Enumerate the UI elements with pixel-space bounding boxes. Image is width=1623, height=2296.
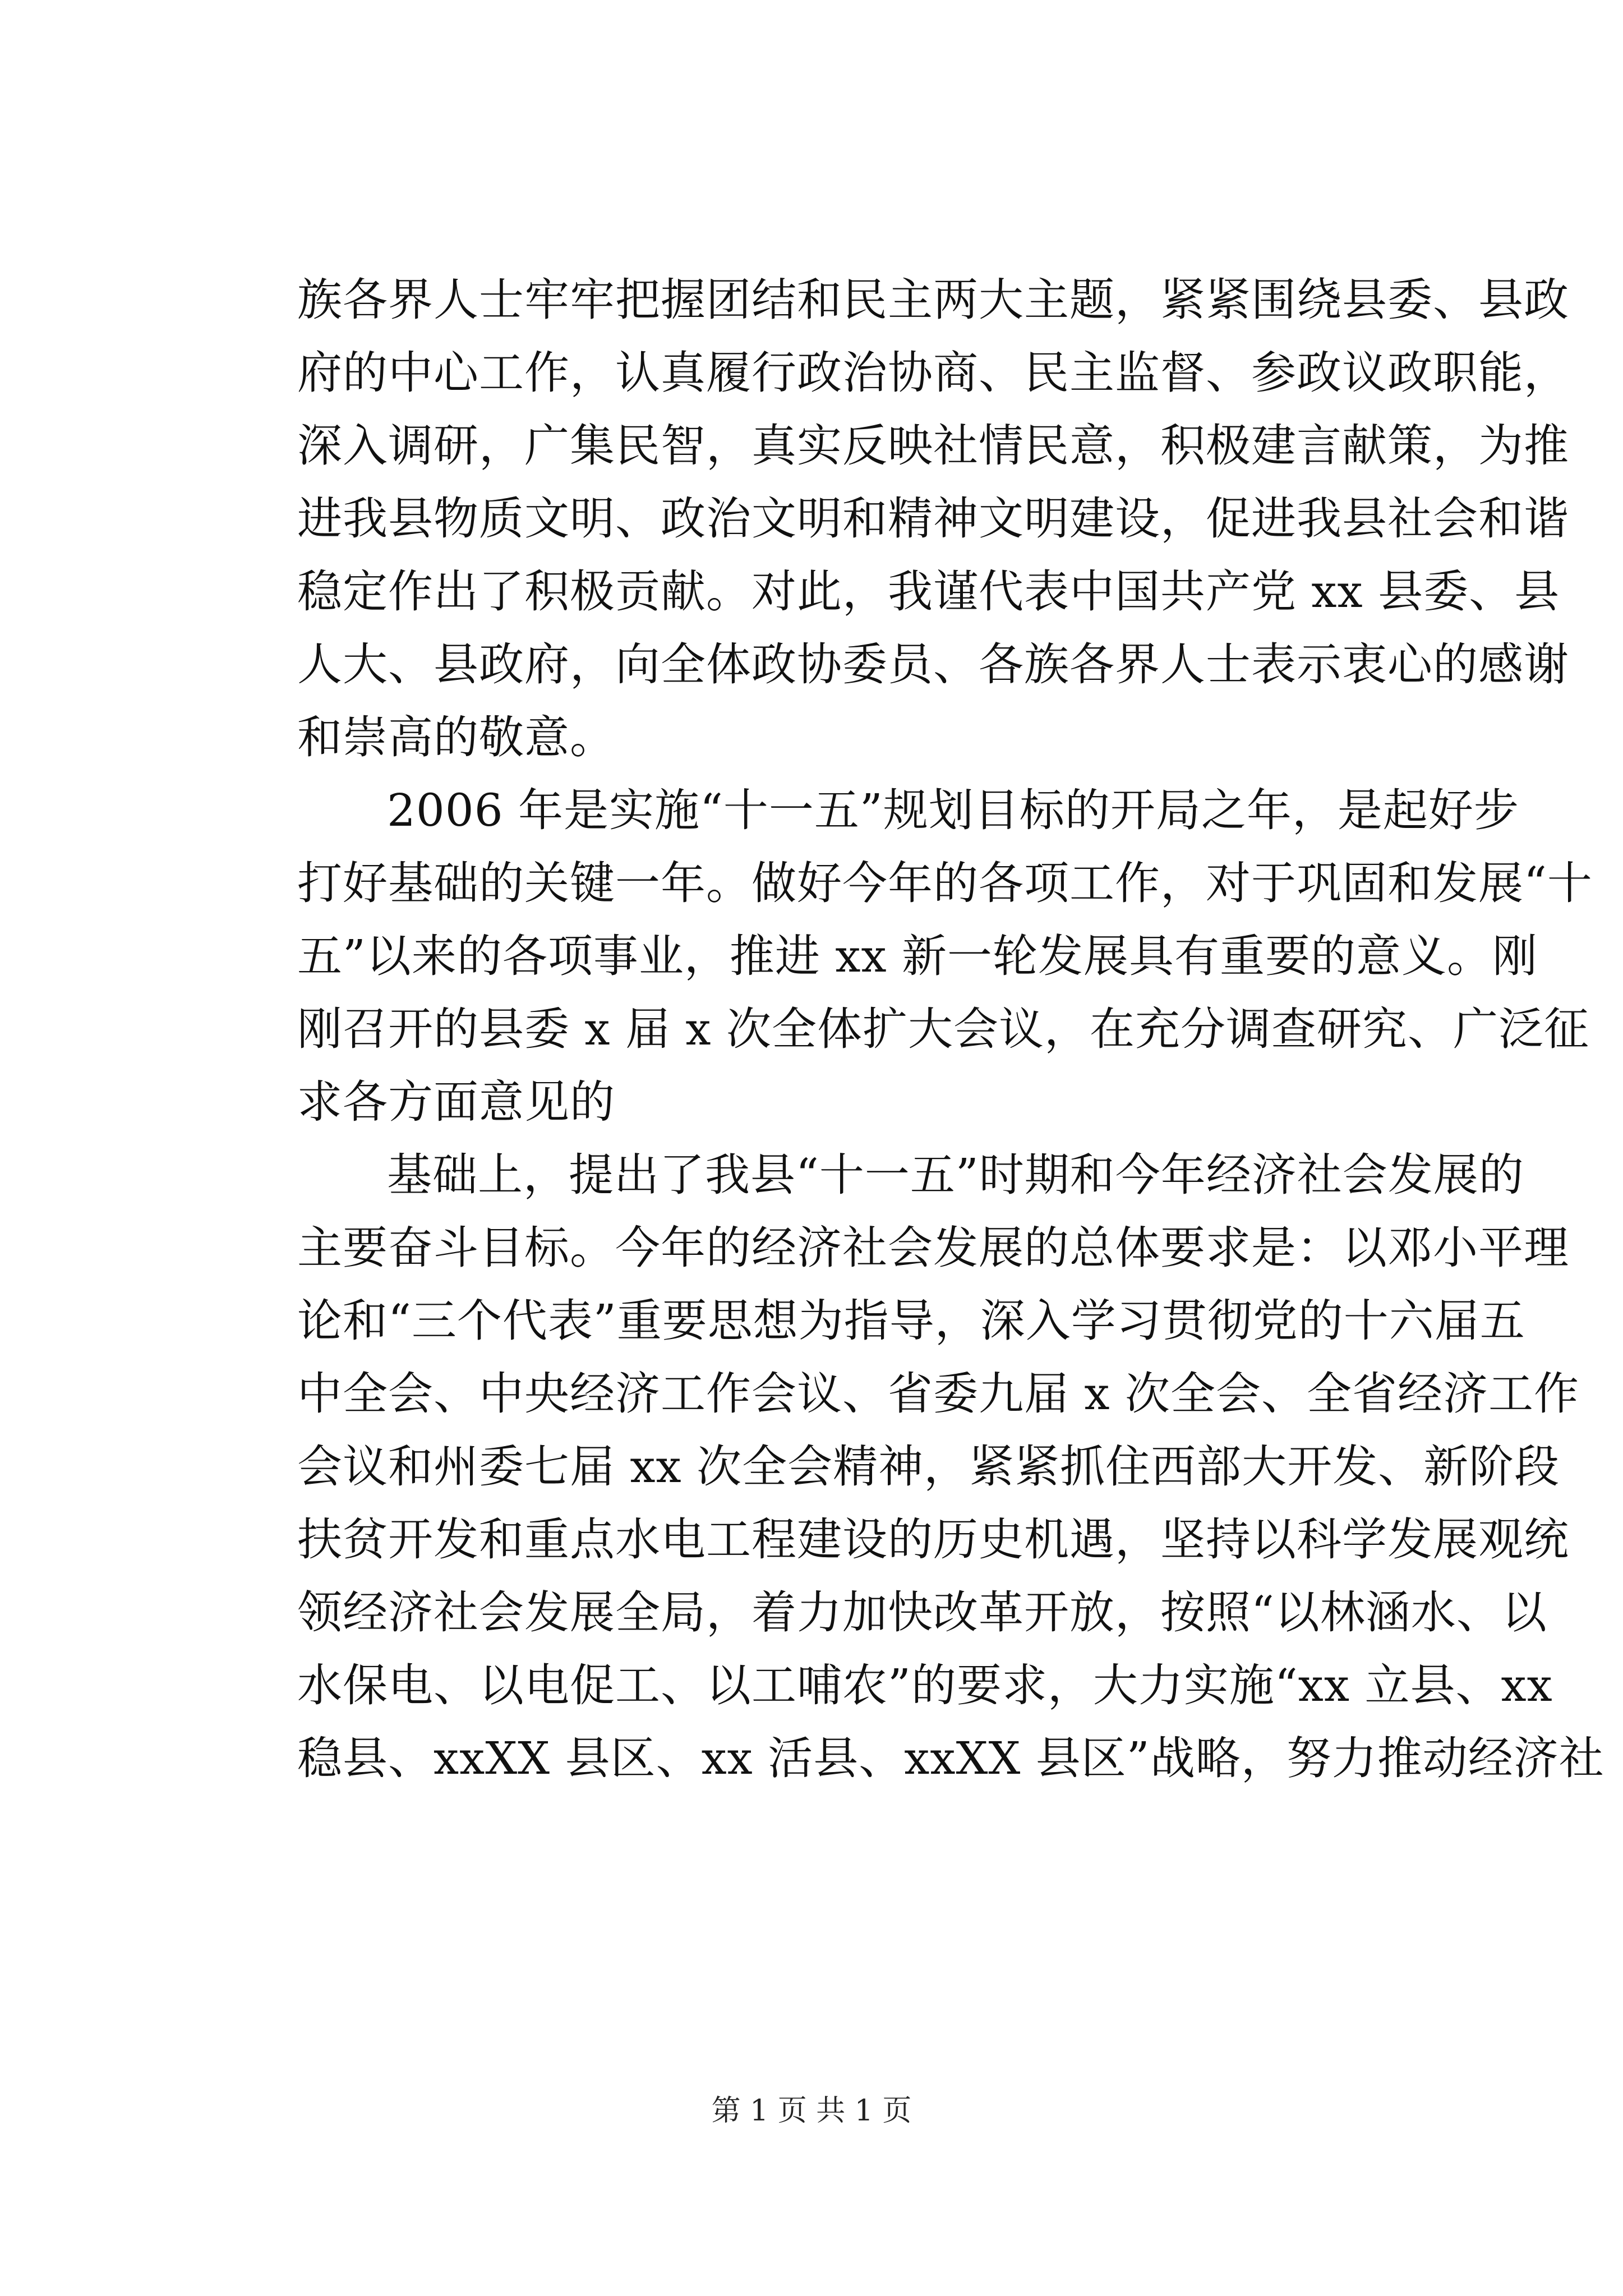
text-line: 中全会、中央经济工作会议、省委九届 x 次全会、全省经济工作 [297, 1368, 1579, 1420]
text-line: 基础上，提出了我县“十一五”时期和今年经济社会发展的 [387, 1149, 1524, 1201]
text-line: 人大、县政府，向全体政协委员、各族各界人士表示衷心的感谢 [297, 638, 1569, 691]
text-line: 深入调研，广集民智，真实反映社情民意，积极建言献策，为推 [297, 420, 1569, 472]
text-line: 刚召开的县委 x 届 x 次全体扩大会议，在充分调查研究、广泛征 [297, 1003, 1589, 1055]
body-text [297, 264, 1604, 1795]
text-line: 2006 年是实施“十一五”规划目标的开局之年，是起好步 [387, 784, 1519, 836]
text-line: 和崇高的敬意。 [297, 711, 615, 763]
text-line: 打好基础的关键一年。做好今年的各项工作，对于巩固和发展“十 [297, 857, 1593, 909]
text-line: 水保电、以电促工、以工哺农”的要求，大力实施“xx 立县、xx [297, 1659, 1553, 1711]
text-line: 求各方面意见的 [297, 1076, 615, 1128]
text-line: 主要奋斗目标。今年的经济社会发展的总体要求是：以邓小平理 [297, 1222, 1569, 1274]
text-line: 族各界人士牢牢把握团结和民主两大主题，紧紧围绕县委、县政 [297, 274, 1569, 326]
text-line: 扶贫开发和重点水电工程建设的历史机遇，坚持以科学发展观统 [297, 1513, 1569, 1566]
text-line: 会议和州委七届 xx 次全会精神，紧紧抓住西部大开发、新阶段 [297, 1441, 1560, 1493]
text-line: 论和“三个代表”重要思想为指导，深入学习贯彻党的十六届五 [297, 1295, 1525, 1347]
page-footer: 第 1 页 共 1 页 [711, 2094, 912, 2128]
text-line: 领经济社会发展全局，着力加快改革开放，按照“以林涵水、以 [297, 1586, 1547, 1639]
text-line: 稳定作出了积极贡献。对此，我谨代表中国共产党 xx 县委、县 [297, 565, 1560, 618]
text-line: 进我县物质文明、政治文明和精神文明建设，促进我县社会和谐 [297, 493, 1569, 545]
text-line: 稳县、xxXX 县区、xx 活县、xxXX 县区”战略，努力推动经济社 [297, 1732, 1604, 1784]
text-line: 府的中心工作，认真履行政治协商、民主监督、参政议政职能， [297, 347, 1569, 399]
text-line: 五”以来的各项事业，推进 xx 新一轮发展具有重要的意义。刚 [297, 930, 1538, 982]
